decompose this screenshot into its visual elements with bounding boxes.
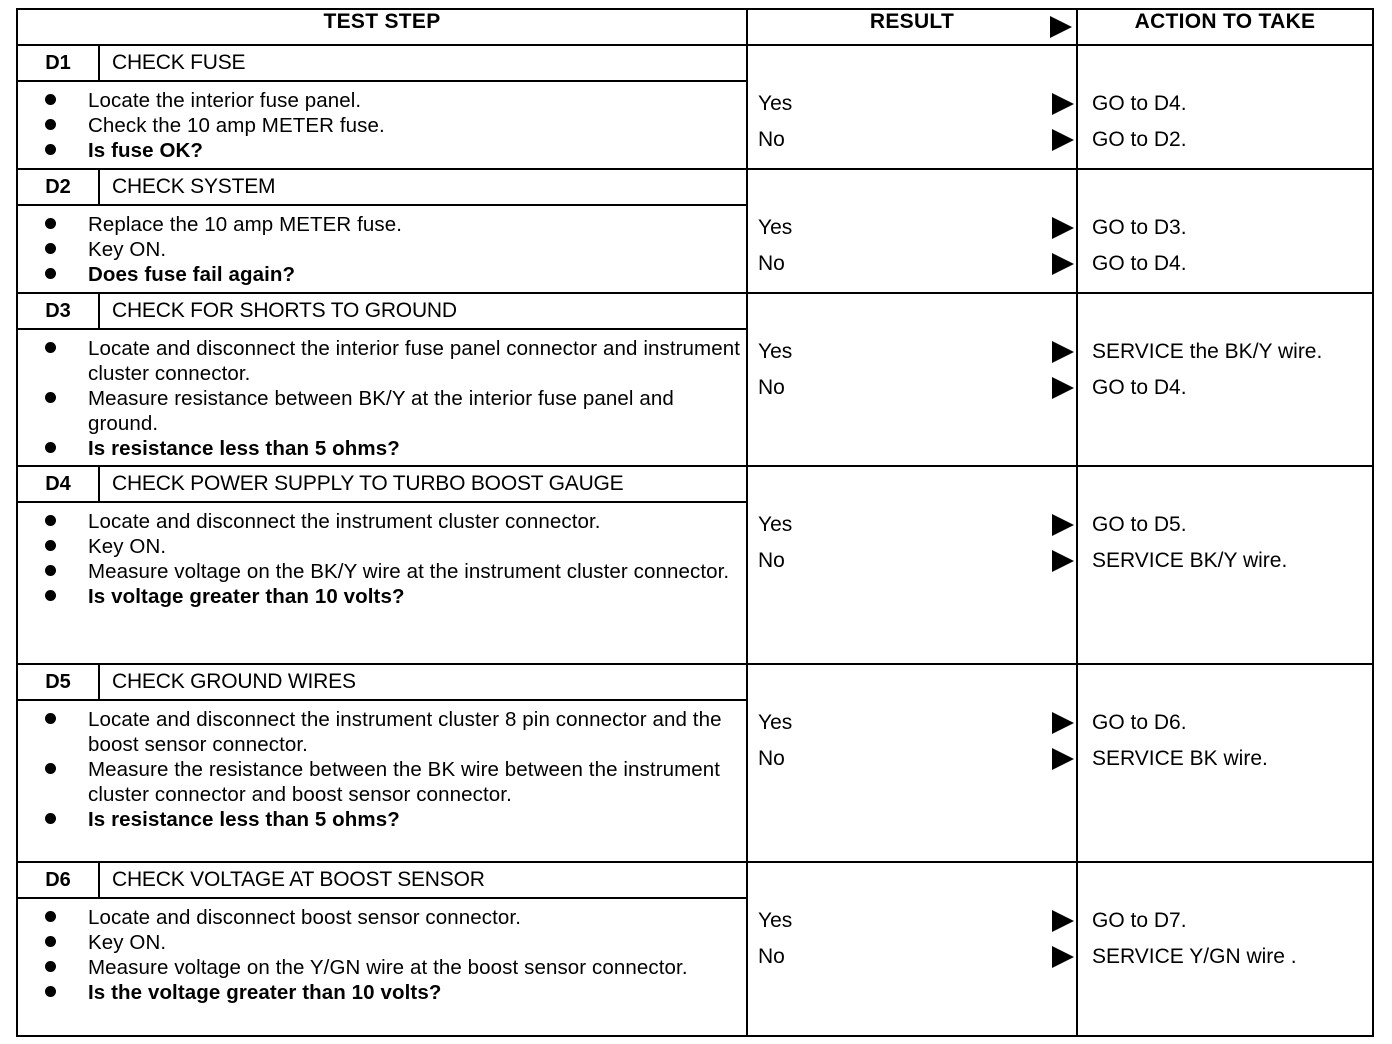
instruction-item	[18, 534, 746, 559]
instruction-item	[18, 930, 746, 955]
step-title: CHECK FUSE	[112, 51, 246, 74]
action-text: GO to D4.	[1092, 92, 1187, 115]
result-line	[748, 214, 1076, 250]
result-cell	[747, 466, 1077, 664]
result-label: Yes	[758, 92, 793, 115]
bullet-icon	[18, 88, 78, 113]
step-title: CHECK SYSTEM	[112, 175, 276, 198]
question-text: Is resistance less than 5 ohms?	[88, 808, 400, 831]
action-cell	[1077, 862, 1373, 1036]
instruction-item	[18, 757, 746, 807]
action-cell	[1077, 466, 1373, 664]
step-title: CHECK POWER SUPPLY TO TURBO BOOST GAUGE	[112, 472, 624, 495]
step-cell	[17, 466, 747, 664]
bullet-icon	[18, 534, 78, 559]
instruction-text: Measure the resistance between the BK wire between the instrument cluster connector and boost sensor connector.	[88, 758, 721, 806]
arrow-right-icon	[1052, 129, 1074, 151]
arrow-right-icon	[1052, 377, 1074, 399]
step-header	[18, 294, 746, 330]
arrow-right-icon	[1052, 910, 1074, 932]
action-text: GO to D2.	[1092, 128, 1187, 151]
step-code: D4	[18, 467, 100, 501]
instruction-item	[18, 509, 746, 534]
result-cell	[747, 293, 1077, 466]
step-header	[18, 170, 746, 206]
action-text: GO to D6.	[1092, 711, 1187, 734]
header-result	[747, 9, 1077, 45]
step-row	[17, 862, 1373, 1036]
instruction-item	[18, 212, 746, 237]
result-label: No	[758, 945, 785, 968]
instruction-item	[18, 113, 746, 138]
question-item	[18, 807, 746, 832]
question-item	[18, 262, 746, 287]
step-cell	[17, 169, 747, 293]
result-cell	[747, 664, 1077, 862]
instruction-item	[18, 707, 746, 757]
result-label: Yes	[758, 340, 793, 363]
step-instructions	[18, 701, 746, 836]
result-line	[748, 907, 1076, 943]
step-instructions	[18, 899, 746, 1009]
result-label: Yes	[758, 513, 793, 536]
question-text: Is fuse OK?	[88, 139, 204, 162]
step-code: D3	[18, 294, 100, 328]
step-row	[17, 45, 1373, 169]
result-line	[748, 547, 1076, 583]
step-cell	[17, 293, 747, 466]
step-row	[17, 466, 1373, 664]
instruction-item	[18, 237, 746, 262]
result-line	[748, 745, 1076, 781]
header-action: ACTION TO TAKE	[1077, 9, 1373, 45]
instruction-text: Measure voltage on the Y/GN wire at the boost sensor connector.	[88, 956, 688, 979]
instruction-item	[18, 559, 746, 584]
arrow-right-icon	[1052, 514, 1074, 536]
instruction-text: Measure resistance between BK/Y at the interior fuse panel and ground.	[88, 387, 674, 435]
instruction-text: Locate and disconnect the interior fuse panel connector and instrument cluster connector.	[88, 337, 741, 385]
step-title: CHECK VOLTAGE AT BOOST SENSOR	[112, 868, 485, 891]
bullet-icon	[18, 138, 78, 163]
bullet-icon	[18, 707, 78, 757]
instruction-text: Locate and disconnect the instrument cluster 8 pin connector and the boost sensor connector.	[88, 708, 722, 756]
step-code: D5	[18, 665, 100, 699]
question-text: Is voltage greater than 10 volts?	[88, 585, 405, 608]
diagnostic-table	[16, 8, 1374, 1037]
instruction-text: Locate the interior fuse panel.	[88, 89, 362, 112]
step-instructions	[18, 206, 746, 291]
step-header	[18, 863, 746, 899]
result-label: No	[758, 128, 785, 151]
arrow-right-icon	[1052, 748, 1074, 770]
bullet-icon	[18, 113, 78, 138]
result-label: Yes	[758, 216, 793, 239]
action-text: SERVICE BK wire.	[1092, 747, 1268, 770]
arrow-right-icon	[1052, 712, 1074, 734]
result-cell	[747, 169, 1077, 293]
instruction-text: Key ON.	[88, 931, 167, 954]
step-code: D2	[18, 170, 100, 204]
arrow-right-icon	[1050, 16, 1072, 38]
result-line	[748, 709, 1076, 745]
action-text: GO to D4.	[1092, 376, 1187, 399]
result-line	[748, 90, 1076, 126]
steps-body	[17, 45, 1373, 1036]
result-line	[748, 126, 1076, 162]
question-text: Does fuse fail again?	[88, 263, 296, 286]
action-cell	[1077, 169, 1373, 293]
question-item	[18, 584, 746, 609]
arrow-right-icon	[1052, 217, 1074, 239]
question-item	[18, 436, 746, 461]
result-line	[748, 511, 1076, 547]
bullet-icon	[18, 807, 78, 832]
instruction-text: Key ON.	[88, 238, 167, 261]
step-row	[17, 169, 1373, 293]
action-text: GO to D3.	[1092, 216, 1187, 239]
step-instructions	[18, 503, 746, 613]
bullet-icon	[18, 930, 78, 955]
arrow-right-icon	[1052, 946, 1074, 968]
step-header	[18, 467, 746, 503]
bullet-icon	[18, 980, 78, 1005]
action-cell	[1077, 664, 1373, 862]
step-instructions	[18, 330, 746, 465]
bullet-icon	[18, 436, 78, 461]
bullet-icon	[18, 905, 78, 930]
instruction-text: Key ON.	[88, 535, 167, 558]
header-result-label: RESULT	[869, 10, 955, 33]
step-header	[18, 665, 746, 701]
result-cell	[747, 862, 1077, 1036]
step-header	[18, 46, 746, 82]
result-line	[748, 250, 1076, 286]
action-text: GO to D4.	[1092, 252, 1187, 275]
result-cell	[747, 45, 1077, 169]
arrow-right-icon	[1052, 93, 1074, 115]
result-label: No	[758, 252, 785, 275]
instruction-text: Locate and disconnect boost sensor connector.	[88, 906, 522, 929]
result-label: No	[758, 747, 785, 770]
instruction-text: Replace the 10 amp METER fuse.	[88, 213, 403, 236]
instruction-text: Locate and disconnect the instrument cluster connector.	[88, 510, 601, 533]
question-item	[18, 980, 746, 1005]
bullet-icon	[18, 509, 78, 534]
header-test-step: TEST STEP	[17, 9, 747, 45]
step-row	[17, 664, 1373, 862]
action-cell	[1077, 293, 1373, 466]
bullet-icon	[18, 757, 78, 807]
instruction-text: Measure voltage on the BK/Y wire at the instrument cluster connector.	[88, 560, 730, 583]
step-title: CHECK FOR SHORTS TO GROUND	[112, 299, 457, 322]
step-instructions	[18, 82, 746, 167]
result-label: No	[758, 376, 785, 399]
action-text: GO to D7.	[1092, 909, 1187, 932]
question-item	[18, 138, 746, 163]
bullet-icon	[18, 336, 78, 386]
bullet-icon	[18, 237, 78, 262]
result-label: Yes	[758, 909, 793, 932]
question-text: Is the voltage greater than 10 volts?	[88, 981, 442, 1004]
instruction-item	[18, 905, 746, 930]
result-line	[748, 943, 1076, 979]
instruction-item	[18, 386, 746, 436]
step-cell	[17, 862, 747, 1036]
table-header-row	[17, 9, 1373, 45]
bullet-icon	[18, 559, 78, 584]
action-cell	[1077, 45, 1373, 169]
bullet-icon	[18, 212, 78, 237]
step-title: CHECK GROUND WIRES	[112, 670, 356, 693]
step-row	[17, 293, 1373, 466]
action-text: SERVICE Y/GN wire .	[1092, 945, 1297, 968]
result-label: No	[758, 549, 785, 572]
arrow-right-icon	[1052, 253, 1074, 275]
step-cell	[17, 45, 747, 169]
action-text: GO to D5.	[1092, 513, 1187, 536]
instruction-item	[18, 955, 746, 980]
bullet-icon	[18, 262, 78, 287]
bullet-icon	[18, 386, 78, 436]
question-text: Is resistance less than 5 ohms?	[88, 437, 400, 460]
action-text: SERVICE BK/Y wire.	[1092, 549, 1288, 572]
diagnostic-table-page	[16, 8, 1372, 1037]
arrow-right-icon	[1052, 341, 1074, 363]
result-label: Yes	[758, 711, 793, 734]
step-code: D6	[18, 863, 100, 897]
instruction-item	[18, 336, 746, 386]
result-line	[748, 374, 1076, 410]
action-text: SERVICE the BK/Y wire.	[1092, 340, 1323, 363]
step-code: D1	[18, 46, 100, 80]
bullet-icon	[18, 955, 78, 980]
bullet-icon	[18, 584, 78, 609]
instruction-item	[18, 88, 746, 113]
instruction-text: Check the 10 amp METER fuse.	[88, 114, 385, 137]
arrow-right-icon	[1052, 550, 1074, 572]
result-line	[748, 338, 1076, 374]
step-cell	[17, 664, 747, 862]
